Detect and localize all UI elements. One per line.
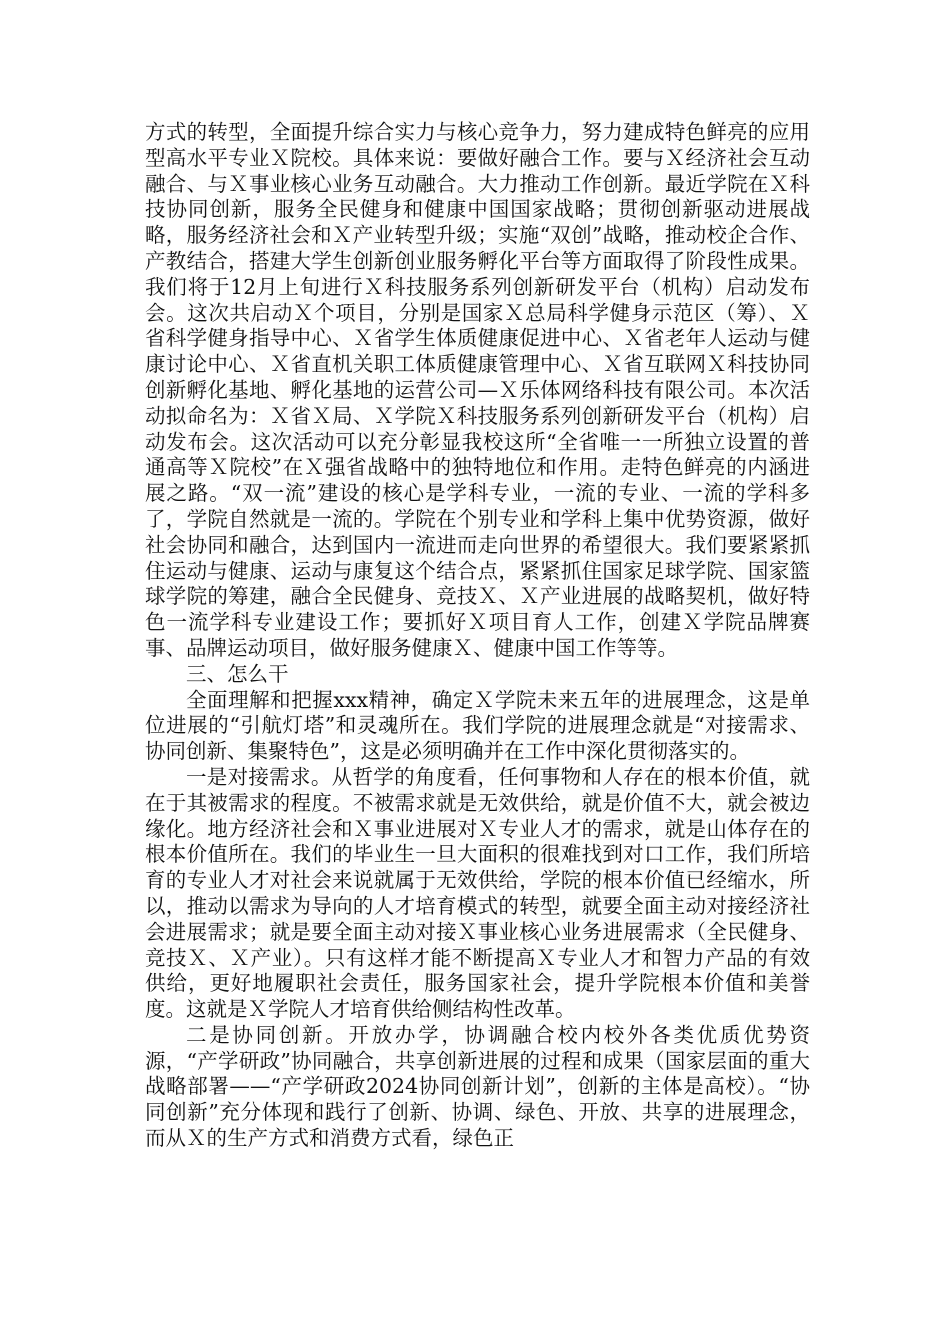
paragraph-development-concept: 全面理解和把握xxx精神，确定Ｘ学院未来五年的进展理念，这是单位进展的“引航灯塔”和灵魂所在。我们学院的进展理念就是“对接需求、协同创新、集聚特色”，这是必须明确并在工作中深化贯彻落实的。: [145, 687, 810, 764]
paragraph-collaborative-innovation: 二是协同创新。开放办学，协调融合校内校外各类优质优势资源，“产学研政”协同融合，共享创新进展的过程和成果（国家层面的重大战略部署——“产学研政2024协同创新计划”，创新的主体是高校）。“协同创新”充分体现和践行了创新、协调、绿色、开放、共享的进展理念，而从Ｘ的生产方式和消费方式看，绿色正: [145, 1022, 810, 1151]
paragraph-continuation: 方式的转型，全面提升综合实力与核心竞争力，努力建成特色鲜亮的应用型高水平专业Ｘ院校。具体来说：要做好融合工作。要与Ｘ经济社会互动融合、与Ｘ事业核心业务互动融合。大力推动工作创新。最近学院在Ｘ科技协同创新，服务全民健身和健康中国国家战略；贯彻创新驱动进展战略，服务经济社会和Ｘ产业转型升级；实施“双创”战略，推动校企合作、产教结合，搭建大学生创新创业服务孵化平台等方面取得了阶段性成果。我们将于12月上旬进行Ｘ科技服务系列创新研发平台（机构）启动发布会。这次共启动Ｘ个项目，分别是国家Ｘ总局科学健身示范区（筹）、Ｘ省科学健身指导中心、Ｘ省学生体质健康促进中心、Ｘ省老年人运动与健康讨论中心、Ｘ省直机关职工体质健康管理中心、Ｘ省互联网Ｘ科技协同创新孵化基地、孵化基地的运营公司—Ｘ乐体网络科技有限公司。本次活动拟命名为：Ｘ省Ｘ局、Ｘ学院Ｘ科技服务系列创新研发平台（机构）启动发布会。这次活动可以充分彰显我校这所“全省唯一一所独立设置的普通高等Ｘ院校”在Ｘ强省战略中的独特地位和作用。走特色鲜亮的内涵进展之路。“双一流”建设的核心是学科专业，一流的专业、一流的学科多了，学院自然就是一流的。学院在个别专业和学科上集中优势资源，做好社会协同和融合，达到国内一流进而走向世界的希望很大。我们要紧紧抓住运动与健康、运动与康复这个结合点，紧紧抓住国家足球学院、国家篮球学院的筹建，融合全民健身、竞技Ｘ、Ｘ产业进展的战略契机，做好特色一流学科专业建设工作；要抓好Ｘ项目育人工作，创建Ｘ学院品牌赛事、品牌运动项目，做好服务健康Ｘ、健康中国工作等等。: [145, 120, 810, 660]
document-page: [145, 120, 810, 1152]
paragraph-meet-demand: 一是对接需求。从哲学的角度看，任何事物和人存在的根本价值，就在于其被需求的程度。不被需求就是无效供给，就是价值不大，就会被边缘化。地方经济社会和Ｘ事业进展对Ｘ专业人才的需求，就是山体存在的根本价值所在。我们的毕业生一旦大面积的很难找到对口工作，我们所培育的专业人才对社会来说就属于无效供给，学院的根本价值已经缩水，所以，推动以需求为导向的人才培育模式的转型，就要全面主动对接经济社会进展需求；就是要全面主动对接Ｘ事业核心业务进展需求（全民健身、竞技Ｘ、Ｘ产业）。只有这样才能不断提高Ｘ专业人才和智力产品的有效供给，更好地履职社会责任，服务国家社会，提升学院根本价值和美誉度。这就是Ｘ学院人才培育供给侧结构性改革。: [145, 764, 810, 1022]
section-heading-how-to-do: 三、怎么干: [186, 661, 289, 686]
